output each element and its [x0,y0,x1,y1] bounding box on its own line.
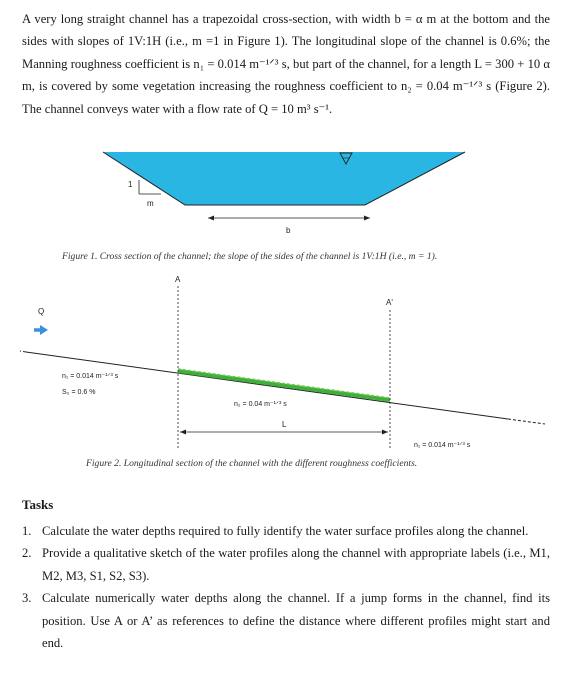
bed-slope-label: S₀ = 0.6 % [62,389,96,396]
width-label-b: b [286,226,291,235]
slope-label-m: m [147,199,154,208]
channel-bed-line [26,352,508,419]
n1-downstream-label: n₁ = 0.014 m⁻¹ᐟ³ s [414,442,471,449]
flow-arrow-icon [34,325,48,335]
length-dimension [180,430,388,435]
section-A2-label: A' [386,298,393,307]
task-list [22,520,550,654]
n2-label: n₂ = 0.04 m⁻¹ᐟ³ s [234,401,287,408]
slope-label-one: 1 [128,180,133,189]
problem-text: A very long straight channel has a trapezoidal cross-section, with width b = α m at the bottom and the sides with slopes of 1V:1H (i.e., m =1 in Figure 1). The longitudinal slope of the channel is 0.6%; the Manning roughness coefficient is n₁ = 0.014 m⁻¹ᐟ³ s, but part of the channel, for a length L = 300 + 10 α m, is covered by some vegetation increasing the roughness coefficient to n₂ = 0.04 m⁻¹ᐟ³ s (Figure 2). The channel conveys water with a flow rate of Q = 10 m³ s⁻¹. [22,12,550,116]
flow-label-Q: Q [38,307,45,316]
bed-extension-up [20,351,26,352]
figure1-caption: Figure 1. Cross section of the channel; the slope of the sides of the channel is 1V:1H (i.e., m = 1). [62,251,438,262]
length-label-L: L [282,420,287,429]
task-item-2: 2. Provide a qualitative sketch of the water profiles along the channel with appropriate labels (i.e., M1, M2, M3, S1, S2, S3). [22,546,550,583]
section-A-label: A [175,275,181,284]
tasks-heading: Tasks [22,497,54,512]
bed-extension-down [508,419,545,424]
task-item-1: 1. Calculate the water depths required to fully identify the water surface profiles along the channel. [22,524,529,538]
vegetation-layer [178,369,390,400]
n1-upstream-label: n₁ = 0.014 m⁻¹ᐟ³ s [62,373,119,380]
task-item-3: 3. Calculate numerically water depths along the channel. If a jump forms in the channel, find its position. Use A or A’ as references to define the distance where different profiles might start and end. [22,591,550,651]
figure2-caption: Figure 2. Longitudinal section of the channel with the different roughness coefficients. [86,458,418,469]
